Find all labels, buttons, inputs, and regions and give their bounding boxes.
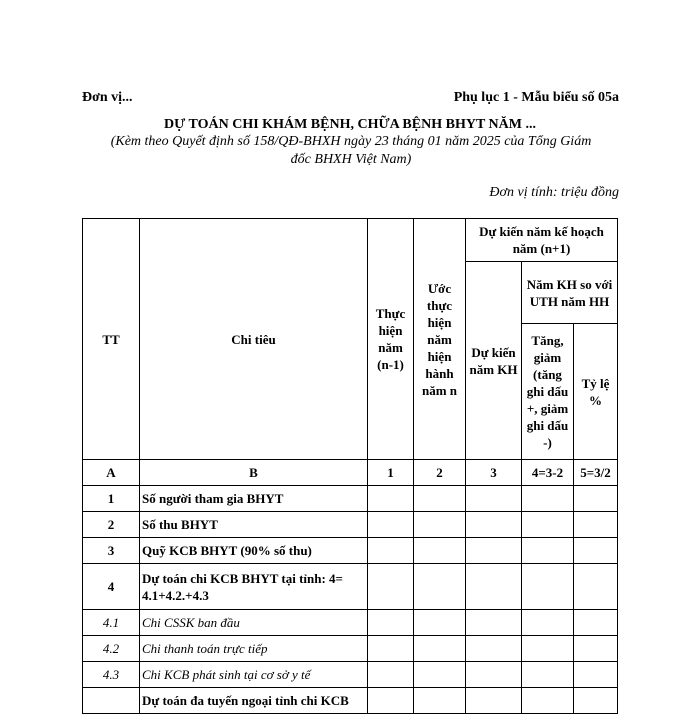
unit-name-label: Đơn vị...: [82, 90, 133, 105]
row-tt: 2: [83, 512, 140, 538]
header-col-4: Tăng, giảm (tăng ghi dấu +, giảm ghi dấu -): [522, 324, 574, 460]
header-chi-tieu: Chi tiêu: [140, 219, 368, 460]
row-label: Dự toán đa tuyến ngoại tỉnh chi KCB: [140, 688, 368, 714]
currency-unit-label: Đơn vị tính: triệu đồng: [489, 185, 619, 200]
row-tt: 4.3: [83, 662, 140, 688]
index-cell: 3: [466, 460, 522, 486]
table-row: [83, 564, 618, 610]
table-row: [83, 636, 618, 662]
header-col-2: Ước thực hiện năm hiện hành năm n: [414, 219, 466, 460]
row-tt: 1: [83, 486, 140, 512]
header-col-1: Thực hiện năm (n-1): [368, 219, 414, 460]
header-du-kien-group: Dự kiến năm kế hoạch năm (n+1): [466, 219, 618, 262]
row-label: Chi CSSK ban đầu: [140, 610, 368, 636]
index-cell: 1: [368, 460, 414, 486]
row-tt: 4: [83, 564, 140, 610]
table-row: [83, 688, 618, 714]
table-row: [83, 610, 618, 636]
header-tt: TT: [83, 219, 140, 460]
row-tt: 3: [83, 538, 140, 564]
index-cell: A: [83, 460, 140, 486]
table-row: [83, 662, 618, 688]
index-row: [83, 460, 618, 486]
row-label: Chi KCB phát sinh tại cơ sở y tế: [140, 662, 368, 688]
table-row: [83, 538, 618, 564]
appendix-label: Phụ lục 1 - Mẫu biểu số 05a: [453, 90, 619, 105]
index-cell: B: [140, 460, 368, 486]
table-row: [83, 486, 618, 512]
row-label: Quỹ KCB BHYT (90% số thu): [140, 538, 368, 564]
header-col-3: Dự kiến năm KH: [466, 262, 522, 460]
subtitle-line-2: đốc BHXH Việt Nam): [290, 152, 412, 167]
index-cell: 4=3-2: [522, 460, 574, 486]
header-col-5: Tỷ lệ %: [574, 324, 618, 460]
row-label: Dự toán chi KCB BHYT tại tỉnh: 4= 4.1+4.2.+4.3: [140, 564, 368, 610]
row-tt: 4.1: [83, 610, 140, 636]
row-tt: [83, 688, 140, 714]
index-cell: 5=3/2: [574, 460, 618, 486]
table-row: [83, 512, 618, 538]
document-title: DỰ TOÁN CHI KHÁM BỆNH, CHỮA BỆNH BHYT NĂM ...: [164, 117, 536, 132]
header-so-sanh-group: Năm KH so với UTH năm HH: [522, 262, 618, 324]
row-label: Chi thanh toán trực tiếp: [140, 636, 368, 662]
index-cell: 2: [414, 460, 466, 486]
row-label: Số thu BHYT: [140, 512, 368, 538]
row-tt: 4.2: [83, 636, 140, 662]
subtitle-line-1: (Kèm theo Quyết định số 158/QĐ-BHXH ngày 23 tháng 01 năm 2025 của Tổng Giám: [110, 134, 592, 149]
document-subtitle: [92, 133, 610, 169]
row-label: Số người tham gia BHYT: [140, 486, 368, 512]
budget-table: [82, 218, 618, 714]
